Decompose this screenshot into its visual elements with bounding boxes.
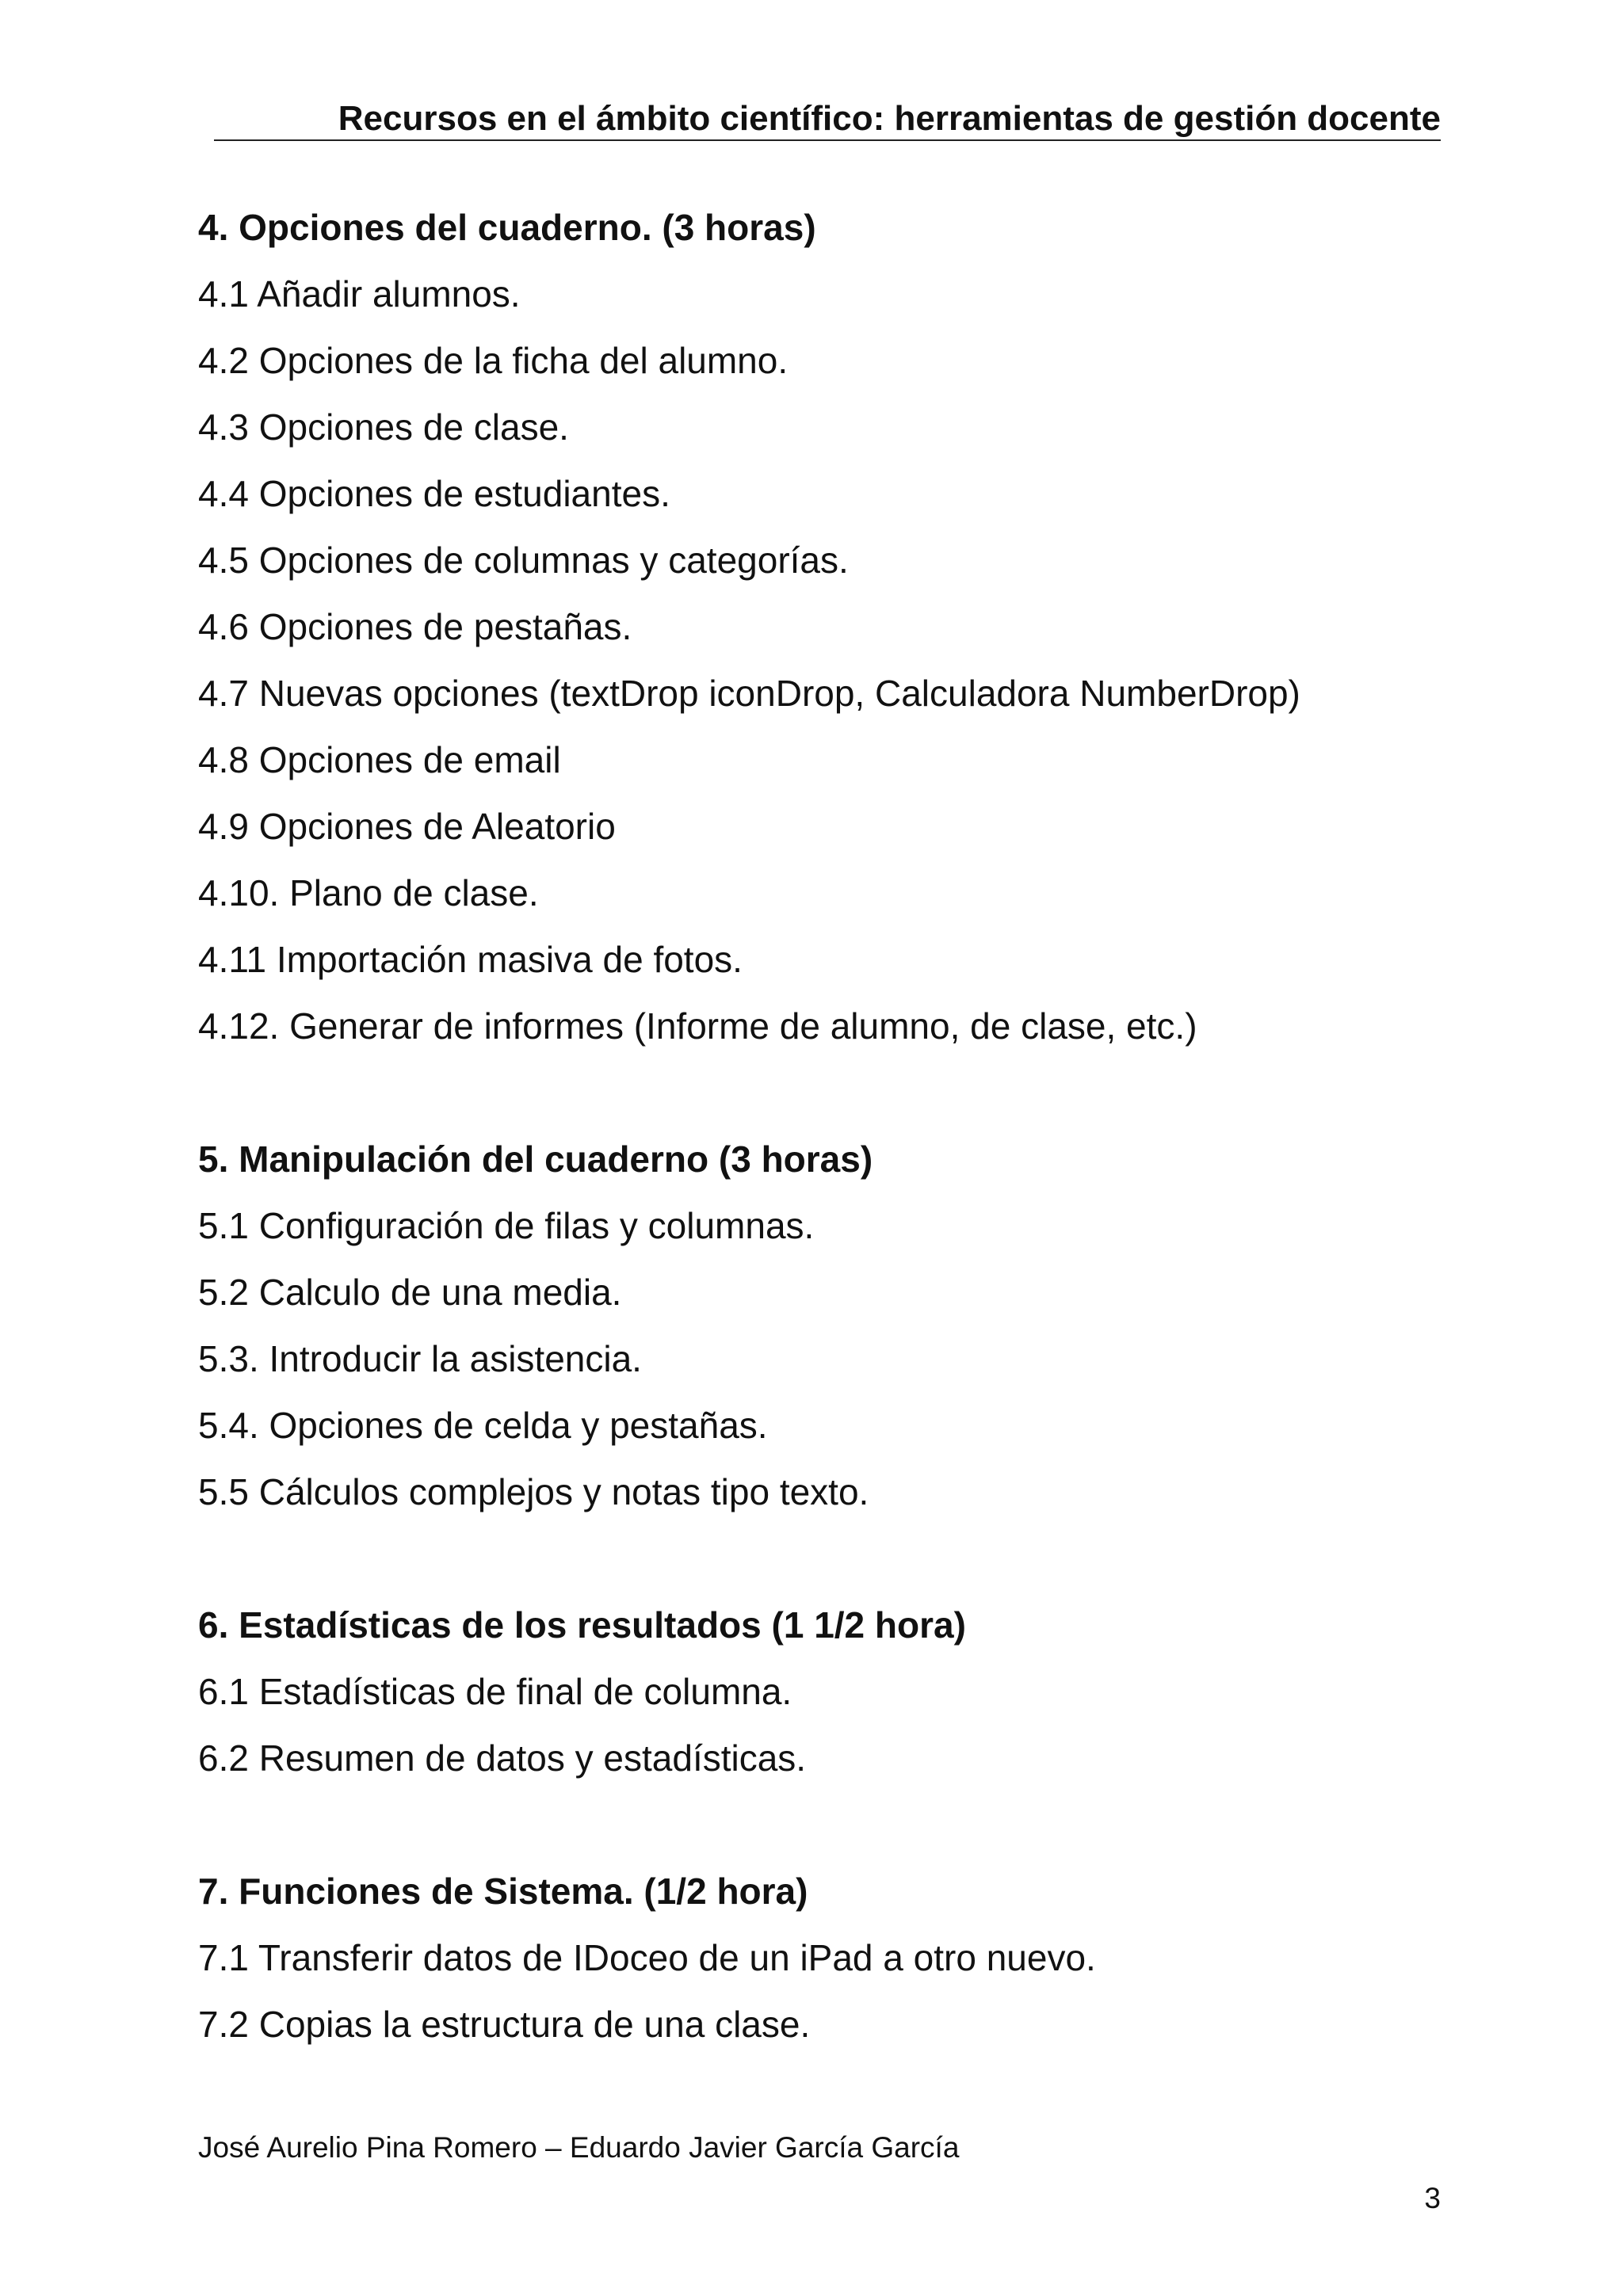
header-underline xyxy=(214,139,1441,141)
section-4 xyxy=(198,194,1466,1059)
page-number: 3 xyxy=(1424,2182,1441,2214)
list-item: 5.3. Introducir la asistencia. xyxy=(198,1338,642,1379)
list-item: 4.10. Plano de clase. xyxy=(198,872,539,913)
list-item: 7.1 Transferir datos de IDoceo de un iPad a otro nuevo. xyxy=(198,1937,1096,1978)
running-header: Recursos en el ámbito científico: herramientas de gestión docente xyxy=(338,99,1441,138)
section-item-list xyxy=(198,1658,1466,1791)
list-item: 5.2 Calculo de una media. xyxy=(198,1272,622,1313)
section-item-list xyxy=(198,261,1466,1059)
section-5 xyxy=(198,1126,1466,1525)
section-heading: 4. Opciones del cuaderno. (3 horas) xyxy=(198,207,816,248)
section-7 xyxy=(198,1858,1466,2058)
list-item: 4.12. Generar de informes (Informe de alumno, de clase, etc.) xyxy=(198,1005,1197,1047)
section-heading: 6. Estadísticas de los resultados (1 1/2 hora) xyxy=(198,1604,966,1646)
list-item: 4.1 Añadir alumnos. xyxy=(198,273,521,315)
section-6 xyxy=(198,1592,1466,1791)
list-item: 5.5 Cálculos complejos y notas tipo texto. xyxy=(198,1471,869,1512)
list-item: 7.2 Copias la estructura de una clase. xyxy=(198,2004,811,2045)
section-item-list xyxy=(198,1192,1466,1525)
list-item: 4.2 Opciones de la ficha del alumno. xyxy=(198,340,789,381)
list-item: 4.6 Opciones de pestañas. xyxy=(198,606,632,647)
section-item-list xyxy=(198,1924,1466,2058)
section-heading: 5. Manipulación del cuaderno (3 horas) xyxy=(198,1138,873,1180)
list-item: 6.2 Resumen de datos y estadísticas. xyxy=(198,1737,807,1779)
list-item: 6.1 Estadísticas de final de columna. xyxy=(198,1671,792,1712)
list-item: 4.4 Opciones de estudiantes. xyxy=(198,473,670,514)
list-item: 5.4. Opciones de celda y pestañas. xyxy=(198,1405,768,1446)
footer-authors: José Aurelio Pina Romero – Eduardo Javier García García xyxy=(198,2131,960,2164)
list-item: 4.11 Importación masiva de fotos. xyxy=(198,939,743,980)
section-heading: 7. Funciones de Sistema. (1/2 hora) xyxy=(198,1871,808,1912)
list-item: 4.8 Opciones de email xyxy=(198,739,561,780)
list-item: 4.3 Opciones de clase. xyxy=(198,406,569,448)
document-body xyxy=(198,194,1466,2124)
list-item: 4.7 Nuevas opciones (textDrop iconDrop, Calculadora NumberDrop) xyxy=(198,673,1300,714)
list-item: 4.9 Opciones de Aleatorio xyxy=(198,806,616,847)
list-item: 5.1 Configuración de filas y columnas. xyxy=(198,1205,815,1246)
list-item: 4.5 Opciones de columnas y categorías. xyxy=(198,540,849,581)
